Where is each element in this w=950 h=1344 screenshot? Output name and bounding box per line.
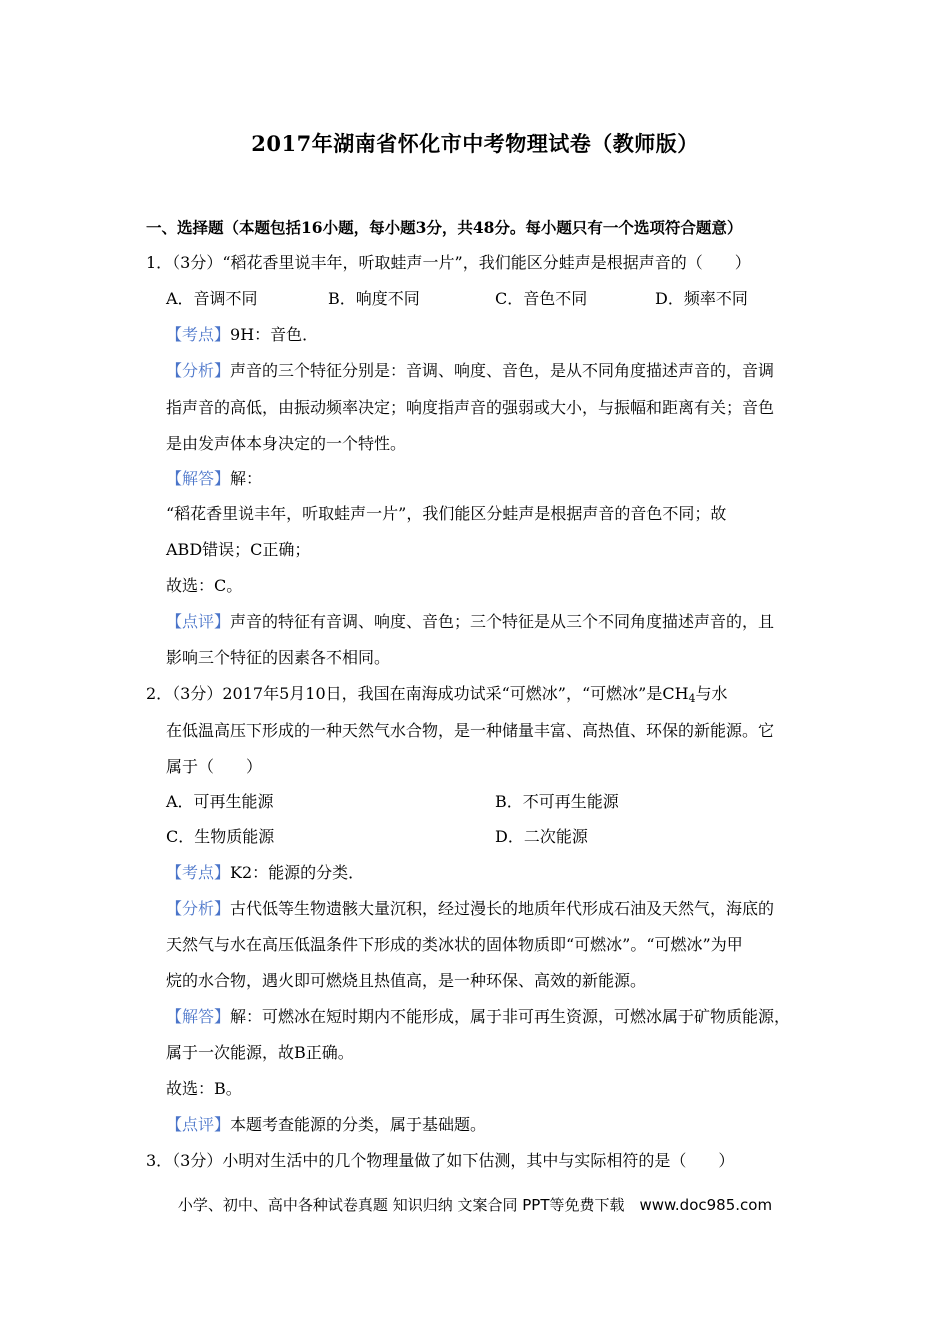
jieda-text-line: 故选：B。 (166, 1079, 242, 1098)
q1-option-b: B．响度不同 (328, 289, 420, 308)
fenxi-text-line: 烷的水合物，遇火即可燃烧且热值高，是一种环保、高效的新能源。 (166, 971, 647, 990)
q2-option-d: D．二次能源 (495, 827, 588, 846)
q2-kaodian (166, 862, 364, 884)
jieda-text-line: “稻花香里说丰年，听取蛙声一片”，我们能区分蛙声是根据声音的音色不同；故 (166, 504, 727, 523)
jieda-text: 解： (230, 469, 263, 488)
fenxi-text-line: 天然气与水在高压低温条件下形成的类冰状的固体物质即“可燃冰”。“可燃冰”为甲 (166, 935, 743, 954)
q2-jieda (166, 1006, 790, 1028)
kaodian-text: K2：能源的分类． (230, 863, 365, 882)
fenxi-text-line: 声音的三个特征分别是：音调、响度、音色，是从不同角度描述声音的，音调 (230, 361, 775, 380)
q2-dianping (166, 1114, 486, 1136)
q2-option-b: B．不可再生能源 (495, 792, 619, 811)
kaodian-label: 【考点】 (166, 863, 231, 882)
question-2-stem (146, 683, 728, 705)
q1-option-c: C．音色不同 (495, 289, 588, 308)
q2-option-a: A．可再生能源 (166, 792, 274, 811)
dianping-label: 【点评】 (166, 612, 231, 631)
jieda-label: 【解答】 (166, 1007, 231, 1026)
q1-dianping (166, 611, 774, 633)
q1-option-d: D．频率不同 (655, 289, 748, 308)
dianping-label: 【点评】 (166, 1115, 231, 1134)
kaodian-label: 【考点】 (166, 325, 231, 344)
q1-jieda (166, 468, 262, 490)
page-footer: 小学、初中、高中各种试卷真题 知识归纳 文案合同 PPT等免费下载 www.doc985.com (177, 1196, 773, 1214)
fenxi-text-line: 指声音的高低，由振动频率决定；响度指声音的强弱或大小，与振幅和距离有关；音色 (166, 398, 775, 417)
kaodian-text: 9H：音色． (230, 325, 319, 344)
jieda-label: 【解答】 (166, 469, 231, 488)
question-2-stem-text: 2．（3分）2017年5月10日，我国在南海成功试采“可燃冰”，“可燃冰”是CH (146, 684, 689, 703)
section-heading: 一、选择题（本题包括16小题，每小题3分，共48分。每小题只有一个选项符合题意） (146, 218, 743, 237)
fenxi-label: 【分析】 (166, 899, 231, 918)
question-2-stem-line: 在低温高压下形成的一种天然气水合物，是一种储量丰富、高热值、环保的新能源。它 (166, 721, 775, 740)
question-1-stem: 1．（3分）“稻花香里说丰年，听取蛙声一片”，我们能区分蛙声是根据声音的（ ） (146, 253, 751, 272)
q1-fenxi (166, 360, 774, 382)
subscript-text: 4 (688, 692, 696, 705)
dianping-text-line: 影响三个特征的因素各不相同。 (166, 648, 391, 667)
fenxi-text-line: 是由发声体本身决定的一个特性。 (166, 434, 407, 453)
dianping-text-line: 本题考查能源的分类，属于基础题。 (230, 1115, 487, 1134)
jieda-text-line: 属于一次能源，故B正确。 (166, 1043, 354, 1062)
fenxi-label: 【分析】 (166, 361, 231, 380)
fenxi-text-line: 古代低等生物遗骸大量沉积，经过漫长的地质年代形成石油及天然气，海底的 (230, 899, 775, 918)
jieda-text-line: 故选：C。 (166, 576, 243, 595)
page-title: 2017年湖南省怀化市中考物理试卷（教师版） (251, 131, 699, 156)
question-2-stem-line: 属于（ ） (166, 757, 263, 776)
jieda-text-line: ABD错误；C正确； (166, 540, 311, 559)
jieda-text: 解：可燃冰在短时期内不能形成，属于非可再生资源，可燃冰属于矿物质能源， (230, 1007, 791, 1026)
q2-option-c: C．生物质能源 (166, 827, 275, 846)
q1-option-a: A．音调不同 (166, 289, 258, 308)
dianping-text-line: 声音的特征有音调、响度、音色；三个特征是从三个不同角度描述声音的，且 (230, 612, 775, 631)
q1-kaodian (166, 324, 318, 346)
question-2-stem-text: 与水 (695, 684, 728, 703)
q2-fenxi (166, 898, 774, 920)
question-3-stem: 3．（3分）小明对生活中的几个物理量做了如下估测，其中与实际相符的是（ ） (146, 1151, 735, 1170)
